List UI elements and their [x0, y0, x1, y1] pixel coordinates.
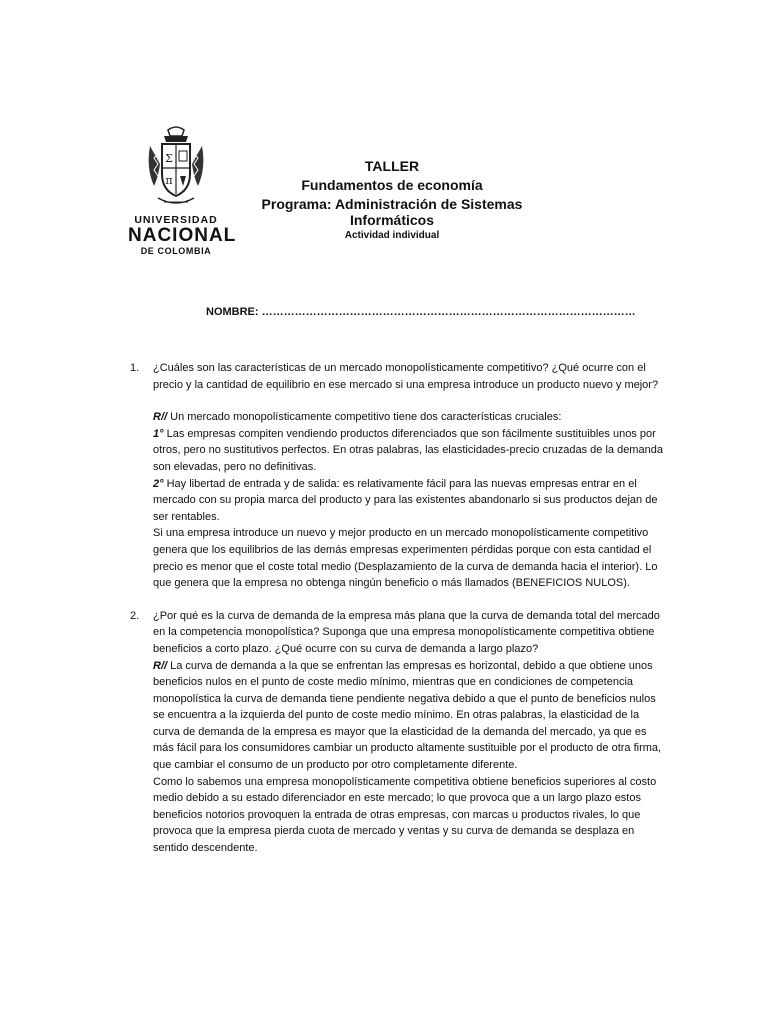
university-logo: [128, 124, 237, 256]
question-number: 1.: [130, 362, 140, 374]
document-title: TALLER: [364, 158, 420, 174]
logo-line-universidad: UNIVERSIDAD: [134, 214, 218, 226]
svg-text:π: π: [165, 174, 173, 187]
question-text: ¿Cuáles son las características de un mercado monopolísticamente competitivo? ¿Qué ocurre con el precio y la cantidad de equilibrio en ese mercado si una empresa introduce un producto nuevo y mejor?: [153, 362, 659, 391]
program-line: Programa: Administración de Sistemas Informáticos: [261, 196, 523, 228]
logo-line-de-colombia: DE COLOMBIA: [140, 246, 212, 256]
answer-text: R// La curva de demanda a la que se enfrentan las empresas es horizontal, debido a que obtiene unos beneficios nulos en el punto de coste medio mínimo, mientras que en condiciones de competencia monopolística la curva de demanda tiene pendiente negativa debido a que el punto de beneficios nulos se encuentra a la izquierda del punto de coste medio mínimo. En otras palabras, la elasticidad de la curva de demanda de la empresa es mayor que la elasticidad de la demanda del mercado, ya que es más fácil para los consumidores cambiar un producto altamente sustituible por el producto de otra firma, que cambiar el consumo de un producto por otro completamente diferente.: [153, 659, 662, 772]
activity-line: Actividad individual: [344, 230, 440, 241]
answer-point-1: 1° Las empresas compiten vendiendo productos diferenciados que son fácilmente sustituibles unos por otros, pero no sustitutivos perfectos. En otras palabras, las elasticidades-precio cruzadas de la demanda son elevadas, pero no definitivas.: [153, 427, 663, 473]
answer-label: R//: [153, 659, 168, 672]
university-seal-icon: [144, 124, 208, 208]
document-subtitle: Fundamentos de economía: [301, 177, 483, 193]
svg-text:Σ: Σ: [165, 152, 173, 165]
point-label: 1°: [153, 427, 164, 440]
document-heading: [232, 158, 552, 241]
answer-point-2: 2° Hay libertad de entrada y de salida: es relativamente fácil para las nuevas empresas entrar en el mercado con su propia marca del producto y para las existentes abandonarlo si sus productos dejan de ser rentables.: [153, 477, 658, 523]
point-label: 2°: [153, 477, 164, 490]
document-body: [130, 360, 665, 873]
question-text: ¿Por qué es la curva de demanda de la empresa más plana que la curva de demanda total del mercado en la competencia monopolística? Suponga que una empresa monopolísticamente competitiva obtiene beneficios a corto plazo. ¿Qué ocurre con su curva de demanda a largo plazo?: [153, 609, 660, 655]
question-item-2: [130, 608, 665, 857]
question-number: 2.: [130, 609, 140, 622]
answer-closing: Si una empresa introduce un nuevo y mejor producto en un mercado monopolísticamente competitivo genera que los equilibrios de las demás empresas experimenten pérdidas porque con esta cantidad el precio es menor que el coste total medio (Desplazamiento de la curva de demanda hacia el interior). Lo que genera que la empresa no obtenga ningún beneficio o más llamados (BENEFICIOS NULOS).: [153, 527, 658, 590]
answer-closing: Como lo sabemos una empresa monopolísticamente competitiva obtiene beneficios superiores al costo medio debido a su estado diferenciador en este mercado; lo que provoca que a un largo plazo estos beneficios notorios provoquen la entrada de otras empresas, con marcas u productos rivales, lo que provoca que la empresa pierda cuota de mercado y ventas y su curva de demanda se desplaza en sentido descendente.: [153, 775, 657, 855]
name-field-line: NOMBRE: …………………………………………………………………………………………: [206, 306, 636, 318]
question-item-1: [130, 360, 665, 592]
logo-line-nacional: NACIONAL: [128, 225, 237, 246]
answer-intro: R// Un mercado monopolísticamente competitivo tiene dos características cruciales:: [153, 411, 562, 424]
answer-label: R//: [153, 411, 168, 424]
